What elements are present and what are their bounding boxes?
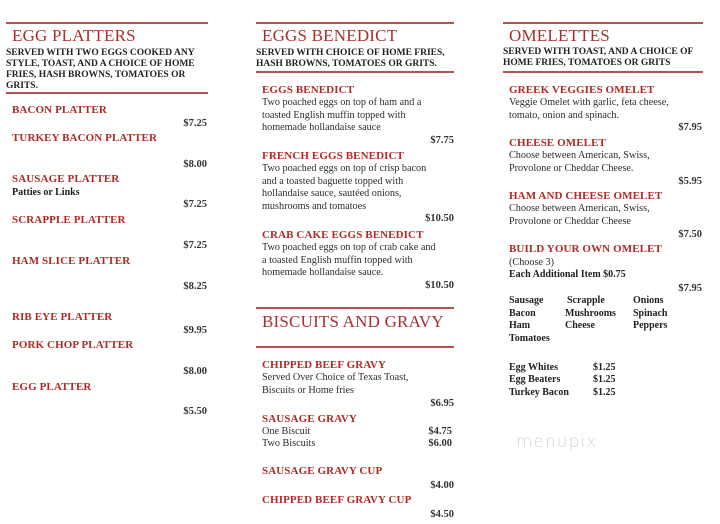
ingredient: Tomatoes [509, 333, 550, 344]
option-label: Two Biscuits [262, 438, 316, 449]
section-title: EGGS BENEDICT [262, 26, 398, 45]
menu-item-price: $5.50 [183, 406, 207, 417]
menu-item-description: Two poached eggs on top of crab cake and a toasted English muffin topped with homemade hollandaise sauce. [262, 242, 436, 278]
menu-item-price: $7.95 [678, 283, 702, 294]
menu-item-price: $7.25 [183, 240, 207, 251]
menu-item-price: $8.25 [183, 281, 207, 292]
menu-item-price: $7.75 [430, 135, 454, 146]
menu-item-description: Served Over Choice of Texas Toast, Biscuits or Home fries [262, 372, 409, 396]
watermark-logo: menupix [516, 432, 598, 452]
menu-item-price: $4.00 [430, 480, 454, 491]
menu-item-price: $5.95 [678, 176, 702, 187]
menu-item-name: SAUSAGE PLATTER [12, 173, 120, 185]
extra-price: $1.25 [593, 387, 616, 398]
menu-item-name: PORK CHOP PLATTER [12, 339, 134, 351]
menu-item-price: $9.95 [183, 325, 207, 336]
option-label: One Biscuit [262, 426, 311, 437]
section-title: BISCUITS AND GRAVY [262, 312, 444, 331]
menu-item-name: SCRAPPLE PLATTER [12, 214, 126, 226]
menu-item-name: EGGS BENEDICT [262, 84, 355, 96]
extra-label: Egg Beaters [509, 374, 561, 385]
divider [503, 22, 703, 24]
menu-item-description: Choose between American, Swiss, Provolone or Cheddar Cheese. [509, 150, 650, 174]
menu-item-name: EGG PLATTER [12, 381, 92, 393]
menu-item-description: Two poached eggs on top of crisp bacon and a toasted baguette topped with hollandaise sauce, sautéed onions, mushrooms and tomatoes [262, 163, 427, 212]
menu-item-name: GREEK VEGGIES OMELET [509, 84, 655, 96]
menu-item-name: CRAB CAKE EGGS BENEDICT [262, 229, 424, 241]
extra-label: Turkey Bacon [509, 387, 569, 398]
menu-item-description: Choose between American, Swiss, Provolone or Cheddar Cheese [509, 203, 650, 227]
menu-item-description: Two poached eggs on top of ham and a toasted English muffin topped with homemade hollandaise sauce [262, 97, 422, 133]
menu-item-price: $7.25 [183, 199, 207, 210]
section-title: EGG PLATTERS [12, 26, 136, 45]
divider [256, 71, 454, 73]
divider [6, 22, 208, 24]
menu-item-price: $10.50 [425, 213, 454, 224]
extra-price: $1.25 [593, 374, 616, 385]
option-price: $6.00 [428, 438, 452, 449]
menu-item-name: SAUSAGE GRAVY [262, 413, 357, 425]
menu-item-name: TURKEY BACON PLATTER [12, 132, 158, 144]
menu-item-name: BACON PLATTER [12, 104, 107, 116]
menu-item-name: BUILD YOUR OWN OMELET [509, 243, 662, 255]
section-title: OMELETTES [509, 26, 610, 45]
divider [503, 71, 703, 73]
menu-item-name: FRENCH EGGS BENEDICT [262, 150, 404, 162]
menu-item-note: Patties or Links [12, 187, 80, 198]
divider [6, 92, 208, 94]
divider [256, 346, 454, 348]
section-subtitle: SERVED WITH TOAST, AND A CHOICE OF HOME FRIES, TOMATOES OR GRITS [503, 47, 693, 68]
divider [256, 22, 454, 24]
menu-item-name: CHEESE OMELET [509, 137, 606, 149]
menu-item-price: $6.95 [430, 398, 454, 409]
menu-item-name: SAUSAGE GRAVY CUP [262, 465, 383, 477]
menu-item-price: $10.50 [425, 280, 454, 291]
ingredient: Onions [633, 295, 664, 306]
menu-item-name: RIB EYE PLATTER [12, 311, 113, 323]
ingredient: Ham [509, 320, 531, 331]
menu-item-description: (Choose 3) [509, 257, 554, 268]
divider [256, 307, 454, 309]
menu-item-price: $7.50 [678, 229, 702, 240]
extra-label: Egg Whites [509, 362, 558, 373]
menu-item-price: $7.95 [678, 122, 702, 133]
menu-item-price: $7.25 [183, 118, 207, 129]
menu-item-name: CHIPPED BEEF GRAVY CUP [262, 494, 412, 506]
menu-item-price: $8.00 [183, 159, 207, 170]
menu-item-name: CHIPPED BEEF GRAVY [262, 359, 387, 371]
ingredient: Mushrooms [565, 308, 616, 319]
ingredient: Bacon [509, 308, 536, 319]
ingredient: Scrapple [567, 295, 605, 306]
menu-item-name: HAM AND CHEESE OMELET [509, 190, 663, 202]
menu-item-note: Each Additional Item $0.75 [509, 269, 626, 280]
ingredient: Sausage [509, 295, 544, 306]
menu-item-price: $8.00 [183, 366, 207, 377]
menu-item-price: $4.50 [430, 509, 454, 520]
extra-price: $1.25 [593, 362, 616, 373]
section-subtitle: SERVED WITH TWO EGGS COOKED ANY STYLE, TOAST, AND A CHOICE OF HOME FRIES, HASH BROWNS, TOMATOES OR GRITS. [6, 48, 195, 91]
ingredient: Spinach [633, 308, 668, 319]
ingredient: Cheese [565, 320, 595, 331]
ingredient: Peppers [633, 320, 668, 331]
menu-item-description: Veggie Omelet with garlic, feta cheese, tomato, onion and spinach. [509, 97, 669, 121]
section-subtitle: SERVED WITH CHOICE OF HOME FRIES, HASH BROWNS, TOMATOES OR GRITS. [256, 48, 445, 69]
menu-item-name: HAM SLICE PLATTER [12, 255, 131, 267]
option-price: $4.75 [428, 426, 452, 437]
